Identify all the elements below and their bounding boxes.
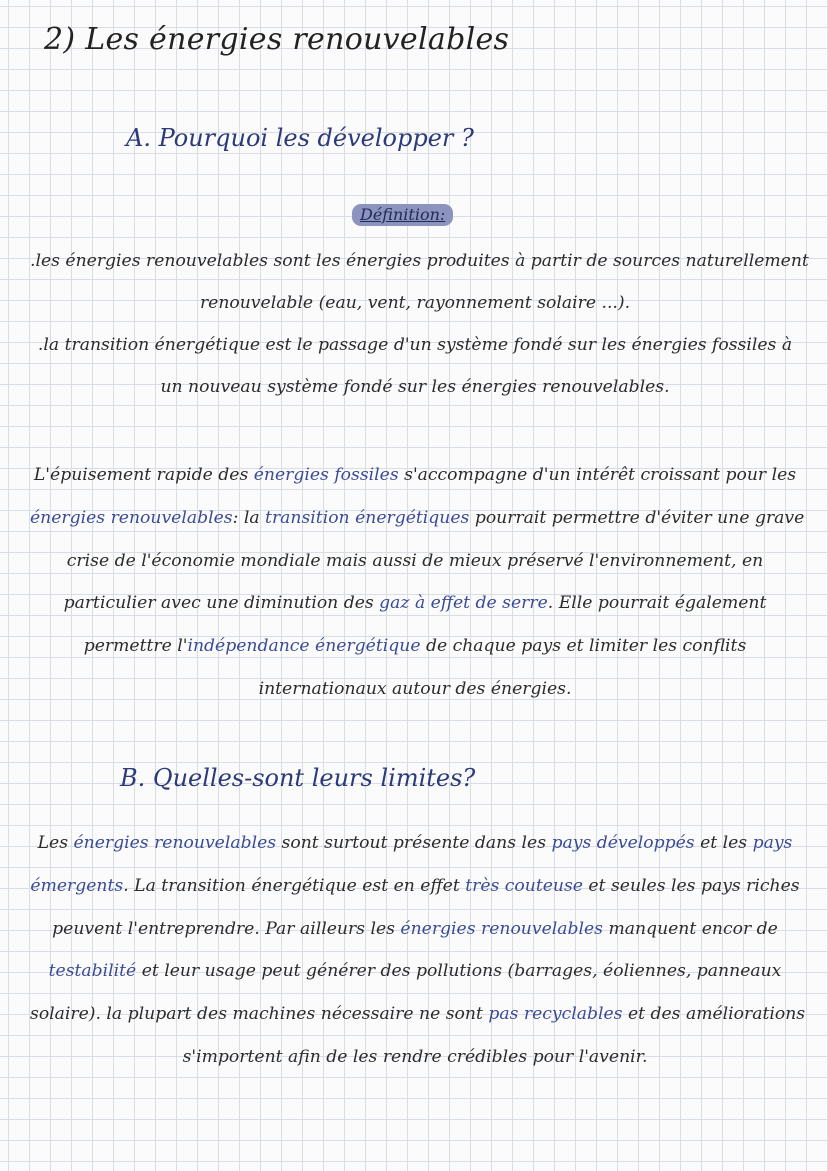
- keyword: indépendance énergétique: [187, 636, 421, 657]
- keyword: énergies renouvelables: [73, 833, 277, 853]
- definition-line: renouvelable (eau, vent, rayonnement solaire ...).: [199, 293, 631, 313]
- paragraph-line: particulier avec une diminution des gaz à effet de serre. Elle pourrait également: [63, 593, 767, 614]
- definition-line: .la transition énergétique est le passage d'un système fondé sur les énergies fossiles à: [37, 335, 793, 355]
- section-b-paragraph: [30, 822, 806, 1079]
- keyword: pas recyclables: [488, 1004, 623, 1025]
- definition-block: [30, 240, 809, 408]
- keyword: pays développés: [551, 833, 695, 853]
- definition-label: Définition:: [352, 204, 453, 226]
- paragraph-line: crise de l'économie mondiale mais aussi de mieux préservé l'environnement, en: [66, 550, 764, 571]
- keyword: gaz à effet de serre: [379, 593, 548, 614]
- paragraph-line: émergents. La transition énergétique est en effet très couteuse et seules les pays riches: [30, 875, 800, 896]
- keyword: énergies renouvelables: [30, 507, 233, 528]
- keyword: très couteuse: [465, 875, 583, 896]
- section-a-heading: A. Pourquoi les développer ?: [126, 124, 474, 152]
- paragraph-line: peuvent l'entreprendre. Par ailleurs les énergies renouvelables manquent encor de: [52, 918, 778, 939]
- paragraph-line: testabilité et leur usage peut générer des pollutions (barrages, éoliennes, panneaux: [48, 961, 782, 982]
- paragraph-line: internationaux autour des énergies.: [258, 678, 572, 699]
- definition-line: .les énergies renouvelables sont les énergies produites à partir de sources naturellement: [30, 251, 809, 271]
- page-title: 2) Les énergies renouvelables: [44, 22, 510, 57]
- paragraph-line: permettre l'indépendance énergétique de chaque pays et limiter les conflits: [83, 636, 747, 657]
- keyword: émergents: [30, 875, 124, 896]
- paragraph-line: Les énergies renouvelables sont surtout présente dans les pays développés et les pays: [37, 833, 793, 853]
- section-b-heading: B. Quelles-sont leurs limites?: [120, 764, 476, 792]
- section-a-paragraph: [30, 454, 805, 711]
- paragraph-line: L'épuisement rapide des énergies fossiles s'accompagne d'un intérêt croissant pour les: [33, 465, 797, 485]
- paragraph-line: solaire). la plupart des machines nécessaire ne sont pas recyclables et des améliorations: [30, 1004, 806, 1025]
- keyword: pays: [752, 833, 793, 853]
- keyword: testabilité: [48, 961, 137, 982]
- keyword: transition énergétiques: [265, 507, 470, 528]
- paragraph-line: énergies renouvelables: la transition énergétiques pourrait permettre d'éviter une grave: [30, 507, 805, 528]
- definition-line: un nouveau système fondé sur les énergies renouvelables.: [160, 377, 670, 397]
- keyword: énergies renouvelables: [400, 918, 603, 939]
- paragraph-line: s'importent afin de les rendre crédibles pour l'avenir.: [182, 1046, 648, 1067]
- keyword: énergies fossiles: [253, 465, 399, 485]
